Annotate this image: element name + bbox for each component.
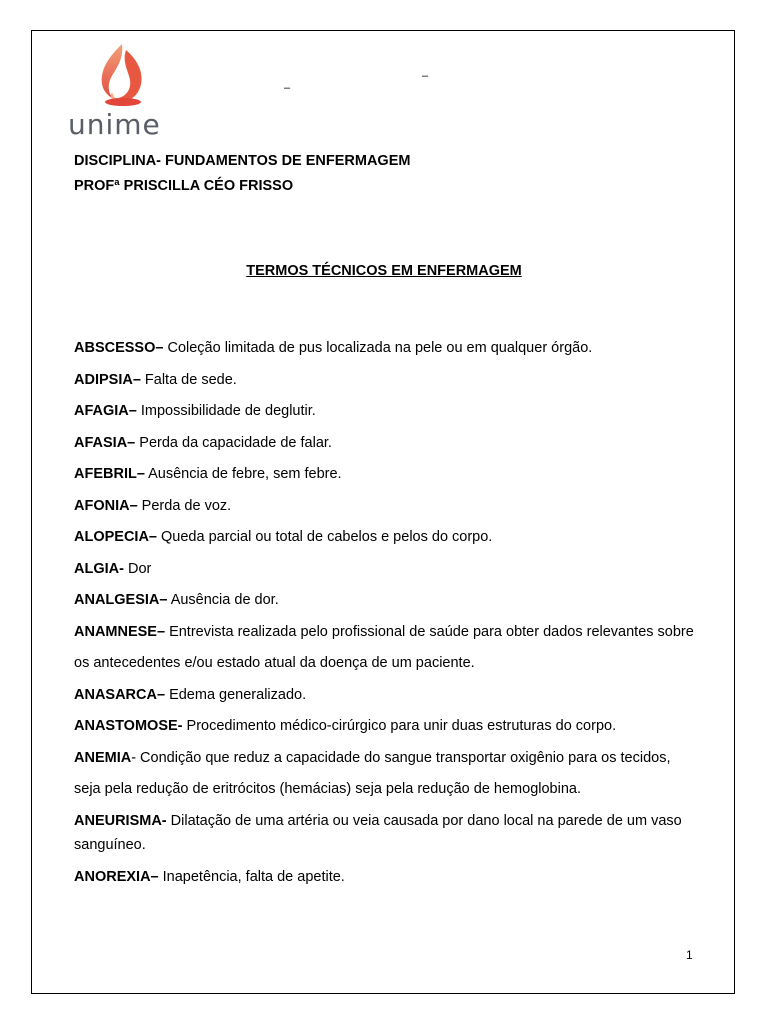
- glossary-term: ANAMNESE–: [74, 623, 166, 640]
- glossary-definition: Ausência de dor.: [167, 592, 279, 608]
- glossary-term: AFASIA–: [74, 434, 136, 451]
- glossary-list: [74, 333, 698, 893]
- glossary-definition: Ausência de febre, sem febre.: [144, 466, 342, 482]
- glossary-definition: Inapetência, falta de apetite.: [158, 868, 345, 885]
- professor-heading: PROFª PRISCILLA CÉO FRISSO: [74, 178, 294, 194]
- stray-mark: –: [284, 82, 291, 94]
- glossary-definition: Impossibilidade de deglutir.: [136, 403, 316, 419]
- glossary-entry: [74, 711, 698, 743]
- glossary-entry: [74, 428, 698, 460]
- glossary-term: ANALGESIA–: [74, 592, 168, 608]
- document-title: TERMOS TÉCNICOS EM ENFERMAGEM: [246, 263, 522, 279]
- glossary-term: ADIPSIA–: [74, 371, 141, 388]
- glossary-term: ANASTOMOSE-: [74, 718, 183, 734]
- glossary-definition: Falta de sede.: [140, 371, 237, 388]
- glossary-term: ANEURISMA-: [74, 812, 167, 829]
- discipline-heading: DISCIPLINA- FUNDAMENTOS DE ENFERMAGEM: [74, 153, 411, 169]
- glossary-definition: Perda da capacidade de falar.: [135, 434, 332, 451]
- glossary-entry: [74, 554, 698, 586]
- glossary-entry: [74, 617, 698, 680]
- glossary-entry: [74, 585, 698, 617]
- glossary-entry: [74, 862, 698, 894]
- glossary-definition: Entrevista realizada pelo profissional de saúde para obter dados relevantes sobre os antecedentes e/ou estado atual da doença de um paciente.: [74, 623, 694, 671]
- glossary-term: AFEBRIL–: [74, 466, 145, 482]
- stray-mark: –: [422, 70, 429, 82]
- glossary-definition: Dor: [123, 560, 152, 577]
- glossary-term: ANOREXIA–: [74, 868, 159, 885]
- glossary-entry: [74, 680, 698, 712]
- glossary-entry: [74, 522, 698, 554]
- glossary-term: AFONIA–: [74, 497, 138, 514]
- glossary-entry: [74, 459, 698, 491]
- glossary-term: ANEMIA: [74, 749, 132, 766]
- glossary-definition: Queda parcial ou total de cabelos e pelos do corpo.: [157, 529, 493, 545]
- glossary-definition: Procedimento médico-cirúrgico para unir duas estruturas do corpo.: [182, 718, 617, 734]
- glossary-entry: [74, 396, 698, 428]
- glossary-definition: Dilatação de uma artéria ou veia causada por dano local na parede de um vaso sanguíneo.: [74, 812, 682, 853]
- glossary-term: ALOPECIA–: [74, 529, 157, 545]
- unime-logo-text: unime: [68, 108, 161, 141]
- glossary-definition: Edema generalizado.: [165, 686, 307, 703]
- glossary-entry: [74, 806, 698, 862]
- glossary-entry: [74, 743, 698, 806]
- glossary-term: ABSCESSO–: [74, 340, 164, 356]
- page-number: 1: [686, 948, 693, 962]
- glossary-entry: [74, 491, 698, 523]
- glossary-term: AFAGIA–: [74, 403, 137, 419]
- glossary-entry: [74, 365, 698, 397]
- glossary-entry: [74, 333, 698, 365]
- glossary-definition: Coleção limitada de pus localizada na pele ou em qualquer órgão.: [163, 340, 593, 356]
- glossary-definition: - Condição que reduz a capacidade do sangue transportar oxigênio para os tecidos, seja pela redução de eritrócitos (hemácias) seja pela redução de hemoglobina.: [74, 749, 671, 797]
- glossary-term: ALGIA-: [74, 560, 124, 577]
- glossary-term: ANASARCA–: [74, 686, 166, 703]
- glossary-definition: Perda de voz.: [137, 497, 232, 514]
